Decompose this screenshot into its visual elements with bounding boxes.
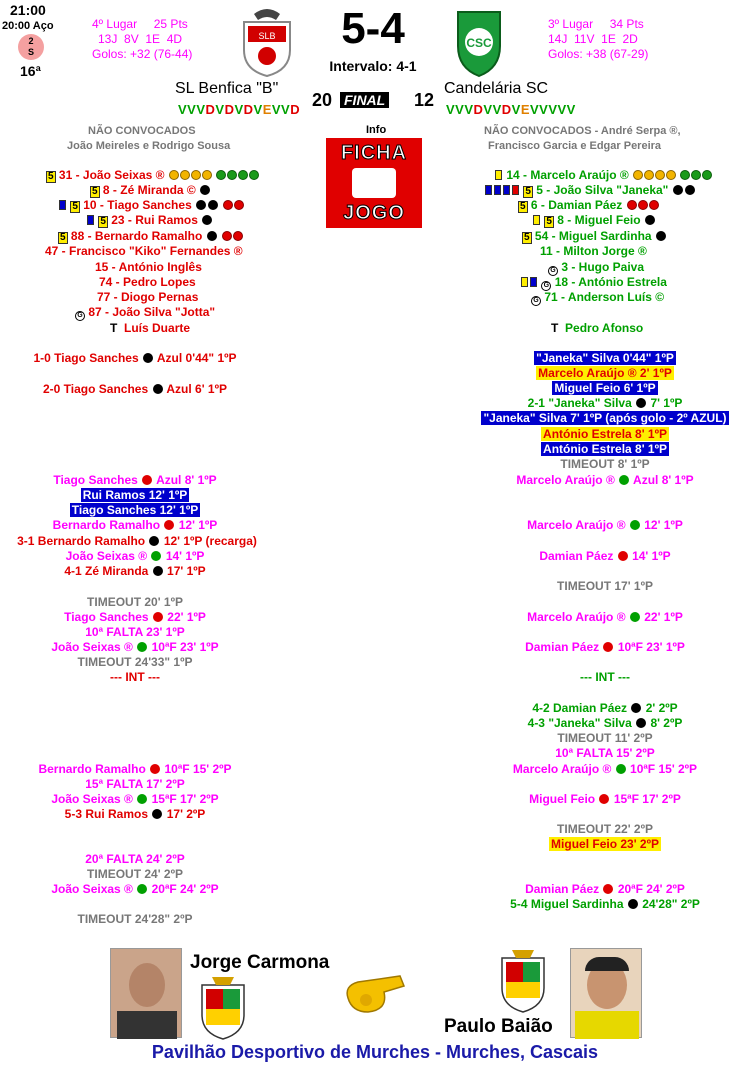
event-right-goal-2: 4-2 Damian Páez 2' 2ºP (532, 701, 678, 715)
event-right-11: Damian Páez 14' 1ºP (539, 549, 671, 563)
event-left-12: 10ª FALTA 23' 1ºP (85, 625, 185, 639)
form-result: V (566, 102, 576, 117)
event-right-timeout-1: TIMEOUT 8' 1ºP (560, 457, 650, 471)
event-right-14: Damian Páez 10ªF 23' 1ºP (525, 640, 685, 654)
home-not-called-label: NÃO CONVOCADOS (88, 125, 196, 137)
away-player-9[interactable]: G 71 - Anderson Luís © (531, 290, 664, 305)
form-result: V (539, 102, 549, 117)
home-form (178, 102, 300, 117)
home-not-called: João Meireles e Rodrigo Sousa (67, 140, 231, 152)
home-player-9[interactable]: 77 - Diogo Pernas (97, 290, 199, 304)
event-right-20: Marcelo Araújo ® 10ªF 15' 2ºP (512, 762, 698, 776)
form-result: V (196, 102, 206, 117)
venue: Pavilhão Desportivo de Murches - Murches, Cascais (151, 1042, 599, 1062)
event-right-6: António Estrela 8' 1ºP (543, 427, 667, 441)
home-player-6[interactable]: 47 - Francisco "Kiko" Fernandes ® (45, 244, 243, 258)
referee-1-photo (110, 948, 182, 1038)
away-player-6[interactable]: 11 - Milton Jorge ® (540, 244, 647, 258)
event-right-1: "Janeka" Silva 0'44" 1ºP (536, 351, 674, 365)
away-team-name: Candelária SC (444, 80, 549, 97)
form-result: V (271, 102, 282, 117)
form-result: V (464, 102, 474, 117)
form-result: E (262, 102, 272, 117)
form-result: V (455, 102, 465, 117)
form-result: D (224, 102, 235, 117)
home-player-5[interactable]: 5 88 - Bernardo Ramalho (58, 229, 243, 244)
away-player-3[interactable]: 5 6 - Damian Páez (518, 198, 659, 213)
event-right-10: Marcelo Araújo ® 12' 1ºP (527, 518, 683, 532)
form-result: D (290, 102, 301, 117)
home-record: 13J 8V 1E 4D (98, 32, 183, 46)
event-right-19: 10ª FALTA 15' 2ºP (555, 746, 655, 760)
home-player-3[interactable]: 5 10 - Tiago Sanches (58, 198, 244, 213)
event-left-5: Tiago Sanches 12' 1ºP (71, 503, 199, 517)
event-left-timeout-2: TIMEOUT 24'33" 1ºP (77, 655, 193, 669)
event-right-timeout-2: TIMEOUT 17' 1ºP (557, 579, 653, 593)
away-player-7[interactable]: G 3 - Hugo Paiva (548, 260, 644, 275)
event-left-goal-2: 2-0 Tiago Sanches Azul 6' 1ºP (43, 382, 227, 396)
form-result: V (492, 102, 502, 117)
form-result: V (529, 102, 540, 117)
home-player-8[interactable]: 74 - Pedro Lopes (99, 275, 196, 289)
referee-1-name: Jorge Carmona (190, 952, 330, 973)
form-result: V (446, 102, 456, 117)
event-left-6: Bernardo Ramalho 12' 1ºP (52, 518, 218, 532)
event-left-8: João Seixas ® 14' 1ºP (65, 549, 205, 563)
event-right-interval: --- INT --- (580, 670, 630, 684)
away-player-5[interactable]: 5 54 - Miguel Sardinha (522, 229, 667, 244)
form-result: V (253, 102, 263, 117)
event-left-4: Rui Ramos 12' 1ºP (82, 488, 188, 502)
home-standing: 4º Lugar 25 Pts (92, 17, 188, 31)
whistle-icon (340, 972, 410, 1016)
away-standing: 3º Lugar 34 Pts (548, 17, 644, 31)
event-right-timeout-3: TIMEOUT 11' 2ºP (557, 731, 653, 745)
svg-text:CSC: CSC (466, 36, 492, 50)
home-player-10[interactable]: G 87 - João Silva "Jotta" (75, 305, 215, 320)
referee-2-photo (570, 948, 642, 1038)
event-left-timeout-1: TIMEOUT 20' 1ºP (87, 595, 183, 609)
away-coach: T Pedro Afonso (551, 321, 644, 335)
form-result: E (520, 102, 530, 117)
event-right-2: Marcelo Araújo ® 2' 1ºP (538, 366, 672, 380)
away-record: 14J 11V 1E 2D (548, 32, 638, 46)
round-badge-icon: 2 S (18, 34, 44, 60)
event-left-timeout-3: TIMEOUT 24' 2ºP (87, 867, 183, 881)
event-right-24: Damian Páez 20ªF 24' 2ºP (525, 882, 685, 896)
match-status: FINAL (340, 92, 389, 108)
info-link[interactable]: Info (366, 124, 387, 136)
round-label: 16ª (20, 63, 41, 79)
event-right-5: "Janeka" Silva 7' 1ºP (após golo - 2º AZUL) (483, 411, 727, 425)
form-result: D (205, 102, 216, 117)
event-left-16: Bernardo Ramalho 10ªF 15' 2ºP (38, 762, 232, 776)
away-points: 12 (414, 90, 435, 110)
form-result: V (281, 102, 291, 117)
event-right-timeout-4: TIMEOUT 22' 2ºP (557, 822, 653, 836)
referee-association-crest-icon (196, 975, 250, 1041)
jogo-label: JOGO (343, 202, 405, 224)
home-stats (92, 17, 192, 62)
home-team-name: SL Benfica "B" (175, 80, 279, 97)
home-player-4[interactable]: 5 23 - Rui Ramos (86, 213, 213, 228)
event-right-3: Miguel Feio 6' 1ºP (554, 381, 656, 395)
benfica-crest-icon (236, 6, 298, 78)
halftime-score: Intervalo: 4-1 (329, 58, 417, 74)
home-coach: T Luís Duarte (110, 321, 191, 335)
form-result: D (501, 102, 512, 117)
form-result: D (473, 102, 484, 117)
home-player-1[interactable]: 5 31 - João Seixas ® (46, 168, 259, 183)
event-left-20: 20ª FALTA 24' 2ºP (85, 852, 185, 866)
form-result: V (187, 102, 197, 117)
event-left-11: Tiago Sanches 22' 1ºP (64, 610, 206, 624)
home-player-2[interactable]: 5 8 - Zé Miranda © (90, 183, 211, 198)
away-form (446, 102, 576, 117)
form-result: V (234, 102, 244, 117)
home-goals: Golos: +32 (76-44) (92, 47, 193, 61)
event-left-goal-5: 5-3 Rui Ramos 17' 2ºP (64, 807, 206, 821)
away-player-1[interactable]: 14 - Marcelo Araújo ® (494, 168, 712, 183)
event-left-13: João Seixas ® 10ªF 23' 1ºP (51, 640, 219, 654)
final-score: 5-4 (341, 4, 405, 53)
candelaria-crest-icon (448, 6, 510, 78)
event-right-7: António Estrela 8' 1ºP (543, 442, 667, 456)
form-result: V (178, 102, 188, 117)
ficha-figure-icon (352, 168, 396, 198)
form-result: V (215, 102, 225, 117)
home-points: 20 (312, 90, 333, 110)
event-left-interval: --- INT --- (110, 670, 160, 684)
match-time: 21:00 (10, 2, 46, 18)
match-date: 20:00 Aço (2, 20, 54, 32)
event-right-goal-1: 2-1 "Janeka" Silva 7' 1ºP (527, 396, 683, 410)
event-right-21: Miguel Feio 15ªF 17' 2ºP (529, 792, 681, 806)
event-right-goal-3: 4-3 "Janeka" Silva 8' 2ºP (527, 716, 683, 730)
svg-text:SLB: SLB (258, 31, 276, 41)
event-left-goal-1: 1-0 Tiago Sanches Azul 0'44" 1ºP (33, 351, 237, 365)
form-result: D (243, 102, 254, 117)
away-player-4[interactable]: 5 8 - Miguel Feio (532, 213, 656, 228)
form-result: V (557, 102, 567, 117)
event-left-goal-4: 4-1 Zé Miranda 17' 1ºP (64, 564, 206, 578)
away-not-called-label: NÃO CONVOCADOS - André Serpa ®, (484, 125, 681, 137)
away-player-8[interactable]: G 18 - António Estrela (520, 275, 667, 290)
event-left-22: João Seixas ® 20ªF 24' 2ºP (51, 882, 219, 896)
ficha-jogo-button[interactable] (326, 138, 422, 228)
home-form-letters (178, 102, 300, 117)
form-result: V (548, 102, 558, 117)
away-player-2[interactable]: 5 5 - João Silva "Janeka" (484, 183, 696, 198)
referee-association-crest-2-icon (496, 948, 550, 1014)
ficha-label: FICHA (340, 142, 408, 164)
event-right-13: Marcelo Araújo ® 22' 1ºP (527, 610, 683, 624)
event-right-23: Miguel Feio 23' 2ºP (551, 837, 659, 851)
form-result: V (483, 102, 493, 117)
away-form-letters (446, 102, 576, 117)
event-right-9: Marcelo Araújo ® Azul 8' 1ºP (516, 473, 694, 487)
away-goals: Golos: +38 (67-29) (548, 47, 649, 61)
away-stats (548, 17, 648, 62)
event-left-17: 15ª FALTA 17' 2ºP (85, 777, 185, 791)
event-left-timeout-4: TIMEOUT 24'28" 2ºP (77, 912, 193, 926)
event-left-18: João Seixas ® 15ªF 17' 2ºP (51, 792, 219, 806)
away-not-called: Francisco Garcia e Edgar Pereira (488, 140, 662, 152)
event-left-3: Tiago Sanches Azul 8' 1ºP (53, 473, 217, 487)
home-player-7[interactable]: 15 - António Inglês (95, 260, 202, 274)
form-result: V (511, 102, 521, 117)
event-left-goal-3: 3-1 Bernardo Ramalho 12' 1ºP (recarga) (17, 534, 257, 548)
event-right-goal-4: 5-4 Miguel Sardinha 24'28" 2ºP (510, 897, 700, 911)
referee-2-name: Paulo Baião (444, 1016, 553, 1037)
